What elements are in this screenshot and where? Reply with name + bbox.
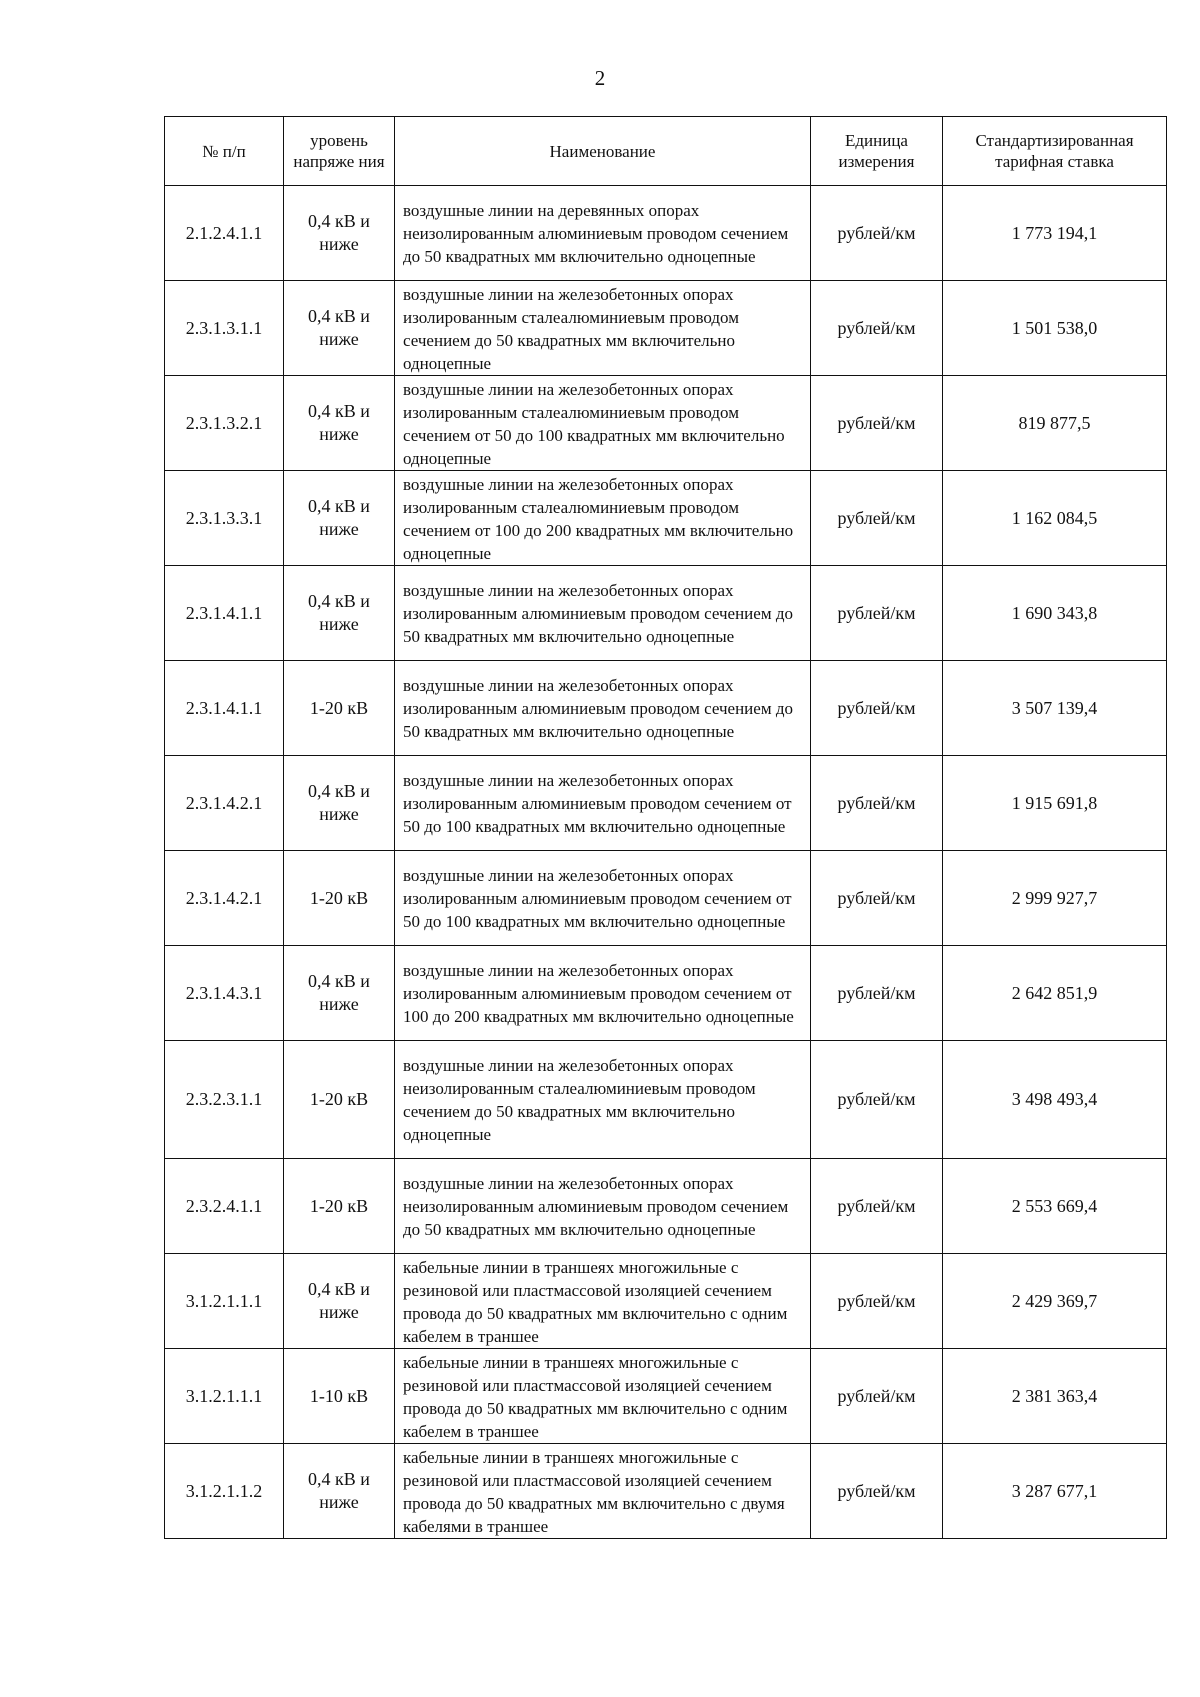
table-header-row: [165, 117, 1167, 186]
row-voltage-level: 1-20 кВ: [284, 1159, 395, 1254]
row-voltage-level: 0,4 кВ и ниже: [284, 471, 395, 566]
row-unit: рублей/км: [811, 756, 943, 851]
row-number: 2.3.2.3.1.1: [165, 1041, 284, 1159]
row-unit: рублей/км: [811, 946, 943, 1041]
row-number: 2.3.1.3.2.1: [165, 376, 284, 471]
row-rate: 3 507 139,4: [943, 661, 1167, 756]
row-name: кабельные линии в траншеях многожильные с резиновой или пластмассовой изоляцией сечением провода до 50 квадратных мм включительно с одним кабелем в траншее: [395, 1349, 811, 1444]
row-rate: 2 553 669,4: [943, 1159, 1167, 1254]
row-voltage-level: 0,4 кВ и ниже: [284, 376, 395, 471]
row-rate: 3 498 493,4: [943, 1041, 1167, 1159]
header-num: № п/п: [165, 117, 284, 186]
tariff-table: [164, 116, 1167, 1539]
row-name: воздушные линии на железобетонных опорах изолированным алюминиевым проводом сечением от 50 до 100 квадратных мм включительно одноцепные: [395, 756, 811, 851]
table-row: [165, 281, 1167, 376]
table-row: [165, 1041, 1167, 1159]
row-voltage-level: 0,4 кВ и ниже: [284, 1444, 395, 1539]
table-row: [165, 471, 1167, 566]
row-voltage-level: 0,4 кВ и ниже: [284, 566, 395, 661]
row-name: воздушные линии на железобетонных опорах изолированным алюминиевым проводом сечением от 50 до 100 квадратных мм включительно одноцепные: [395, 851, 811, 946]
row-number: 2.3.1.3.1.1: [165, 281, 284, 376]
table-row: [165, 756, 1167, 851]
table-row: [165, 566, 1167, 661]
header-name: Наименование: [395, 117, 811, 186]
row-name: воздушные линии на железобетонных опорах изолированным алюминиевым проводом сечением до 50 квадратных мм включительно одноцепные: [395, 661, 811, 756]
row-unit: рублей/км: [811, 186, 943, 281]
row-unit: рублей/км: [811, 281, 943, 376]
row-number: 2.3.2.4.1.1: [165, 1159, 284, 1254]
row-voltage-level: 0,4 кВ и ниже: [284, 1254, 395, 1349]
row-number: 2.1.2.4.1.1: [165, 186, 284, 281]
row-rate: 2 999 927,7: [943, 851, 1167, 946]
row-name: воздушные линии на железобетонных опорах неизолированным сталеалюминиевым проводом сечением до 50 квадратных мм включительно одноцепные: [395, 1041, 811, 1159]
row-voltage-level: 0,4 кВ и ниже: [284, 186, 395, 281]
row-voltage-level: 0,4 кВ и ниже: [284, 756, 395, 851]
row-voltage-level: 0,4 кВ и ниже: [284, 281, 395, 376]
table-row: [165, 946, 1167, 1041]
row-number: 2.3.1.4.2.1: [165, 756, 284, 851]
row-name: кабельные линии в траншеях многожильные с резиновой или пластмассовой изоляцией сечением провода до 50 квадратных мм включительно с двумя кабелями в траншее: [395, 1444, 811, 1539]
row-unit: рублей/км: [811, 1444, 943, 1539]
table-row: [165, 376, 1167, 471]
row-number: 2.3.1.4.1.1: [165, 566, 284, 661]
row-name: воздушные линии на железобетонных опорах изолированным сталеалюминиевым проводом сечением от 50 до 100 квадратных мм включительно одноцепные: [395, 376, 811, 471]
row-name: воздушные линии на железобетонных опорах изолированным алюминиевым проводом сечением до 50 квадратных мм включительно одноцепные: [395, 566, 811, 661]
row-unit: рублей/км: [811, 851, 943, 946]
table-row: [165, 661, 1167, 756]
row-voltage-level: 1-10 кВ: [284, 1349, 395, 1444]
table-row: [165, 851, 1167, 946]
row-voltage-level: 1-20 кВ: [284, 1041, 395, 1159]
row-number: 3.1.2.1.1.2: [165, 1444, 284, 1539]
row-voltage-level: 1-20 кВ: [284, 661, 395, 756]
row-name: воздушные линии на железобетонных опорах неизолированным алюминиевым проводом сечением до 50 квадратных мм включительно одноцепные: [395, 1159, 811, 1254]
row-unit: рублей/км: [811, 1159, 943, 1254]
row-name: воздушные линии на железобетонных опорах изолированным сталеалюминиевым проводом сечением до 50 квадратных мм включительно одноцепные: [395, 281, 811, 376]
row-name: кабельные линии в траншеях многожильные с резиновой или пластмассовой изоляцией сечением провода до 50 квадратных мм включительно с одним кабелем в траншее: [395, 1254, 811, 1349]
row-rate: 1 773 194,1: [943, 186, 1167, 281]
table-row: [165, 1254, 1167, 1349]
row-number: 2.3.1.4.1.1: [165, 661, 284, 756]
row-unit: рублей/км: [811, 661, 943, 756]
row-number: 2.3.1.3.3.1: [165, 471, 284, 566]
row-rate: 1 501 538,0: [943, 281, 1167, 376]
row-unit: рублей/км: [811, 566, 943, 661]
row-name: воздушные линии на железобетонных опорах изолированным алюминиевым проводом сечением от 100 до 200 квадратных мм включительно одноцепные: [395, 946, 811, 1041]
row-rate: 2 381 363,4: [943, 1349, 1167, 1444]
row-name: воздушные линии на деревянных опорах неизолированным алюминиевым проводом сечением до 50 квадратных мм включительно одноцепные: [395, 186, 811, 281]
header-voltage-level: уровень напряже ния: [284, 117, 395, 186]
row-number: 3.1.2.1.1.1: [165, 1254, 284, 1349]
row-rate: 1 162 084,5: [943, 471, 1167, 566]
row-rate: 3 287 677,1: [943, 1444, 1167, 1539]
table-row: [165, 1444, 1167, 1539]
row-unit: рублей/км: [811, 376, 943, 471]
row-name: воздушные линии на железобетонных опорах изолированным сталеалюминиевым проводом сечением от 100 до 200 квадратных мм включительно одноцепные: [395, 471, 811, 566]
row-rate: 1 690 343,8: [943, 566, 1167, 661]
row-number: 2.3.1.4.2.1: [165, 851, 284, 946]
row-unit: рублей/км: [811, 471, 943, 566]
table-row: [165, 186, 1167, 281]
row-voltage-level: 1-20 кВ: [284, 851, 395, 946]
table-row: [165, 1349, 1167, 1444]
row-rate: 819 877,5: [943, 376, 1167, 471]
row-number: 3.1.2.1.1.1: [165, 1349, 284, 1444]
table-row: [165, 1159, 1167, 1254]
row-unit: рублей/км: [811, 1041, 943, 1159]
header-rate: Стандартизированная тарифная ставка: [943, 117, 1167, 186]
row-unit: рублей/км: [811, 1254, 943, 1349]
page-number: 2: [594, 66, 606, 90]
row-voltage-level: 0,4 кВ и ниже: [284, 946, 395, 1041]
row-rate: 2 429 369,7: [943, 1254, 1167, 1349]
row-rate: 2 642 851,9: [943, 946, 1167, 1041]
header-unit: Единица измерения: [811, 117, 943, 186]
row-rate: 1 915 691,8: [943, 756, 1167, 851]
row-unit: рублей/км: [811, 1349, 943, 1444]
row-number: 2.3.1.4.3.1: [165, 946, 284, 1041]
